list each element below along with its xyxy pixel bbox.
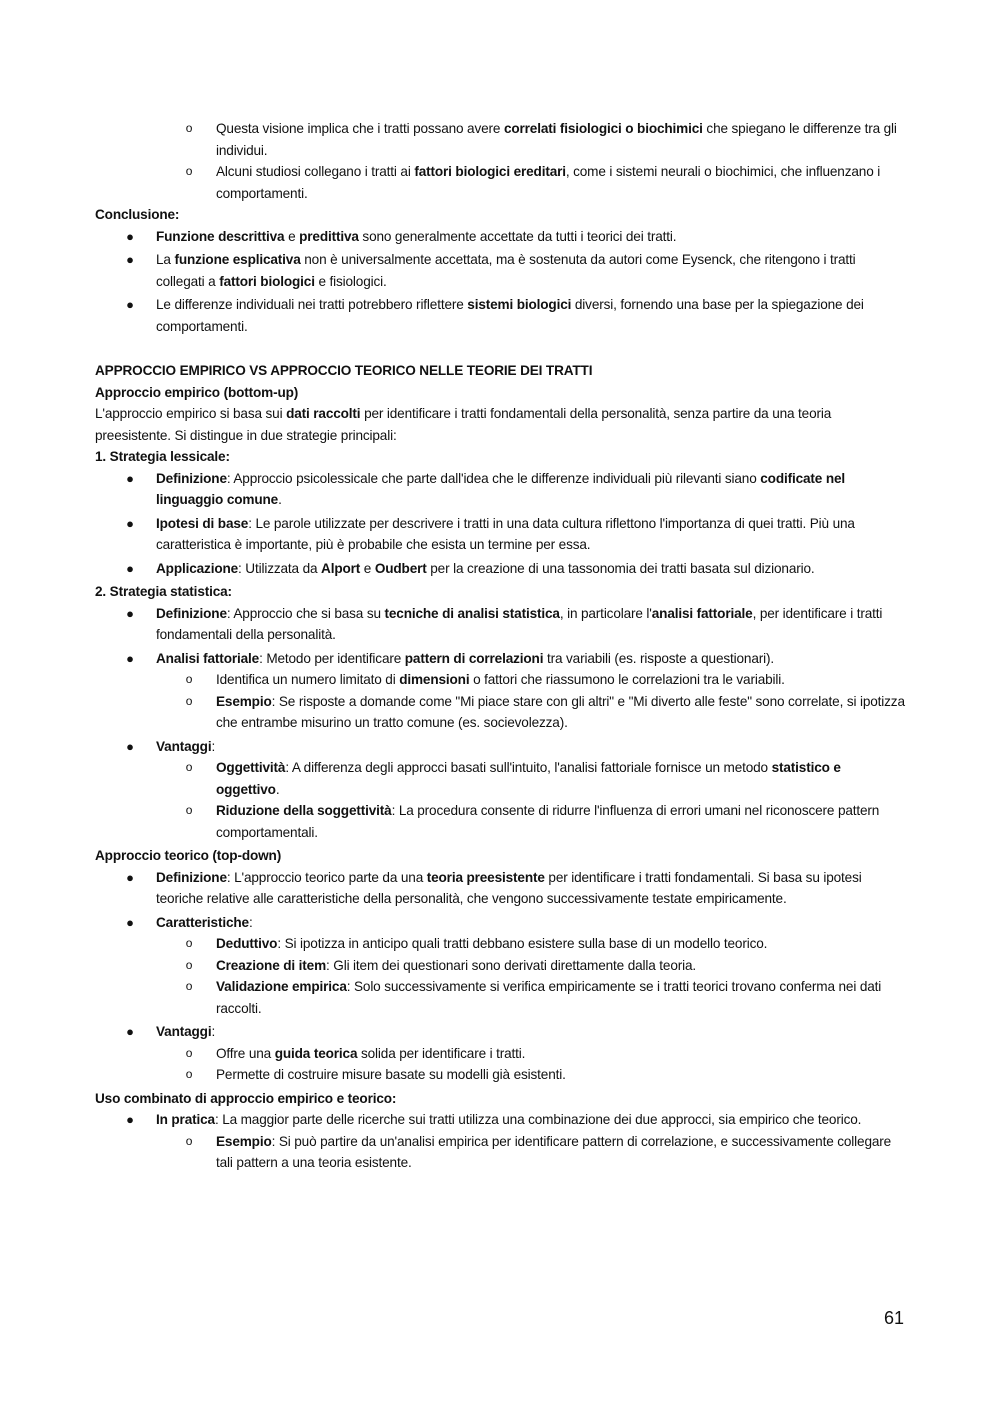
text-run: : — [211, 1024, 216, 1039]
text-run: che spiegano le differenze tra gli individui. — [216, 121, 897, 158]
bullet-icon: ● — [126, 1112, 134, 1127]
bullet-item — [95, 468, 907, 511]
text-run: e — [360, 560, 375, 576]
item-text — [156, 252, 856, 289]
combinato-heading: Uso combinato di approccio empirico e teorico: — [95, 1090, 397, 1106]
bold-term: Esempio — [216, 693, 272, 709]
page-content — [95, 118, 907, 1176]
bullet-icon: ● — [126, 252, 134, 267]
sub-item — [95, 757, 907, 800]
conclusione-list — [95, 226, 907, 338]
sub-item — [95, 118, 907, 161]
sub-list — [156, 757, 907, 843]
sub-list — [156, 1043, 907, 1086]
text-run: Offre una — [216, 1045, 275, 1061]
bold-term: pattern di correlazioni — [404, 650, 544, 666]
circle-bullet-icon: o — [185, 1045, 193, 1060]
item-text — [156, 297, 864, 334]
text-run: , in particolare l' — [559, 605, 652, 621]
item-text — [156, 739, 215, 754]
text-run: per identificare i tratti fondamentali della personalità, senza partire da una teoria preesistente. Si distingue in due strategie principali: — [95, 406, 832, 443]
continuation-list — [95, 118, 907, 204]
text-run: Identifica un numero limitato di — [216, 672, 400, 687]
bold-term: Creazione di item — [216, 957, 327, 973]
sub-item — [95, 955, 907, 977]
bullet-item — [95, 1109, 907, 1174]
circle-bullet-icon: o — [185, 1133, 193, 1148]
sub-list — [156, 1131, 907, 1174]
circle-bullet-icon: o — [185, 672, 193, 686]
circle-bullet-icon: o — [185, 121, 193, 135]
bold-term: statistico e oggettivo — [216, 760, 841, 797]
bold-term: Vantaggi — [156, 738, 212, 754]
text-run: e — [284, 228, 300, 244]
item-text — [216, 979, 881, 1016]
item-text — [216, 760, 841, 797]
combinato-list — [95, 1109, 907, 1174]
circle-bullet-icon: o — [185, 936, 193, 950]
bullet-icon: ● — [126, 914, 134, 930]
bold-term: Riduzione della soggettività — [216, 803, 392, 818]
text-run: : Utilizzata da — [238, 560, 322, 576]
bullet-item — [95, 513, 907, 556]
bullet-item — [95, 1021, 907, 1086]
bold-term: Validazione empirica — [216, 979, 347, 994]
sub-item — [95, 800, 907, 843]
bold-term: Funzione descrittiva — [156, 228, 285, 244]
sub-list — [156, 669, 907, 734]
circle-bullet-icon: o — [185, 164, 193, 178]
sub-item — [95, 1064, 907, 1086]
lessicale-list — [95, 468, 907, 580]
bullet-icon: ● — [126, 869, 134, 885]
bold-term: Esempio — [216, 1133, 272, 1149]
item-text — [156, 561, 815, 576]
item-text — [156, 229, 676, 244]
bullet-item — [95, 736, 907, 844]
item-text — [216, 694, 905, 731]
page-number: 61 — [883, 1308, 904, 1328]
teorico-heading: Approccio teorico (top-down) — [95, 848, 282, 863]
sub-item — [95, 1043, 907, 1065]
text-run: : Approccio che si basa su — [226, 605, 385, 621]
bold-term: In pratica — [156, 1112, 215, 1127]
bullet-icon: ● — [126, 470, 134, 486]
bullet-icon: ● — [126, 560, 134, 576]
bold-term: Definizione — [156, 470, 227, 486]
bold-term: Deduttivo — [216, 936, 278, 951]
text-run: Permette di costruire misure basate su modelli già esistenti. — [216, 1067, 566, 1082]
circle-bullet-icon: o — [185, 760, 193, 774]
bold-term: Oggettività — [216, 760, 286, 775]
empirico-intro — [95, 403, 907, 446]
text-run: solida per identificare i tratti. — [357, 1045, 526, 1061]
section-title: APPROCCIO EMPIRICO VS APPROCCIO TEORICO NELLE TEORIE DEI TRATTI — [95, 363, 593, 378]
bold-term: sistemi biologici — [467, 297, 572, 312]
item-text — [156, 651, 774, 666]
text-run: : L'approccio teorico parte da una — [226, 869, 427, 885]
empirico-heading: Approccio empirico (bottom-up) — [95, 384, 299, 400]
sub-item — [95, 669, 907, 691]
text-run: per identificare i tratti fondamentali. Si basa su ipotesi teoriche relative alle caratteristiche della personalità, che vengono successivamente testate empiricamente. — [156, 869, 862, 906]
item-text — [156, 915, 253, 930]
text-run: : Gli item dei questionari sono derivati direttamente dalla teoria. — [326, 957, 697, 973]
text-run: : — [211, 738, 216, 754]
text-run: L'approccio empirico si basa sui — [95, 406, 287, 421]
bold-term: Definizione — [156, 605, 227, 621]
text-run: e fisiologici. — [314, 273, 387, 289]
bold-term: codificate nel linguaggio comune — [156, 470, 846, 507]
item-text — [216, 1134, 891, 1171]
text-run: non è universalmente accettata, ma è sostenuta da autori come Eysenck, che ritengono i tratti collegati a — [156, 252, 856, 289]
bold-term: Vantaggi — [156, 1024, 212, 1039]
text-run: . — [278, 492, 282, 507]
text-run: diversi, fornendo una base per la spiegazione dei comportamenti. — [156, 297, 864, 334]
item-text — [156, 606, 882, 643]
text-run: : Si ipotizza in anticipo quali tratti debbano esistere sulla base di un modello teorico. — [277, 936, 768, 951]
item-text — [156, 1024, 215, 1039]
teorico-list — [95, 867, 907, 1086]
text-run: : Approccio psicolessicale che parte dall'idea che le differenze individuali più rilevanti siano — [226, 470, 761, 486]
sub-list — [156, 933, 907, 1019]
item-text — [156, 471, 845, 508]
item-text — [216, 1067, 566, 1082]
sub-item — [95, 933, 907, 955]
bullet-item — [95, 867, 907, 910]
bold-term: guida teorica — [274, 1045, 358, 1061]
bullet-icon: ● — [126, 605, 134, 621]
bullet-item — [95, 603, 907, 646]
text-run: per la creazione di una tassonomia dei tratti basata sul dizionario. — [426, 560, 815, 576]
bullet-icon: ● — [126, 515, 134, 531]
bullet-item — [95, 226, 907, 248]
text-run: tra variabili (es. risposte a questionari). — [543, 650, 774, 666]
sub-item — [95, 976, 907, 1019]
bullet-item — [95, 912, 907, 1020]
item-text — [216, 936, 767, 951]
bold-term: Definizione — [156, 869, 227, 885]
circle-bullet-icon: o — [185, 803, 193, 817]
bold-term: fattori biologici ereditari — [414, 164, 566, 179]
bullet-icon: ● — [126, 738, 134, 754]
circle-bullet-icon: o — [185, 957, 193, 972]
text-run: Alcuni studiosi collegano i tratti ai — [216, 164, 415, 179]
bullet-item — [95, 249, 907, 292]
sub-item — [95, 691, 907, 734]
conclusione-heading: Conclusione: — [95, 207, 180, 222]
text-run: : La maggior parte delle ricerche sui tratti utilizza una combinazione dei due approcci, sia empirico che teorico. — [214, 1112, 862, 1127]
bullet-item — [95, 648, 907, 734]
text-run: : — [248, 914, 253, 930]
item-text — [216, 164, 880, 201]
text-run: : Solo successivamente si verifica empiricamente se i tratti teorici trovano conferma nei dati raccolti. — [216, 979, 882, 1016]
item-text — [216, 121, 897, 158]
bold-term: tecniche di analisi statistica — [384, 605, 560, 621]
bullet-icon: ● — [126, 228, 134, 244]
text-run: : Metodo per identificare — [259, 650, 405, 666]
text-run: : Le parole utilizzate per descrivere i tratti in una data cultura riflettono l'importanza di quei tratti. Più una caratteristica è importante, più è probabile che esista un termine per essa. — [156, 515, 855, 552]
bold-term: predittiva — [299, 228, 359, 244]
text-run: : A differenza degli approcci basati sull'intuito, l'analisi fattoriale fornisce un metodo — [285, 760, 772, 775]
item-text — [216, 958, 696, 973]
bullet-item — [95, 294, 907, 337]
item-text — [216, 1046, 525, 1061]
circle-bullet-icon: o — [185, 1067, 193, 1081]
spacer — [95, 339, 907, 360]
bold-term: Analisi fattoriale — [156, 650, 260, 666]
bold-term: teoria preesistente — [426, 869, 545, 885]
bullet-icon: ● — [126, 650, 134, 666]
bold-term: analisi fattoriale — [651, 605, 753, 621]
text-run: : Se risposte a domande come "Mi piace stare con gli altri" e "Mi diverto alle feste" sono correlate, si ipotizza che entrambe misurino un tratto comune (es. socievolezza). — [216, 693, 905, 730]
bullet-icon: ● — [126, 1024, 134, 1039]
statistica-heading: 2. Strategia statistica: — [95, 584, 232, 599]
item-text — [156, 1112, 861, 1127]
text-run: o fattori che riassumono le correlazioni tra le variabili. — [469, 672, 785, 687]
text-run: , come i sistemi neurali o biochimici, che influenzano i comportamenti. — [216, 164, 881, 201]
sub-item — [95, 161, 907, 204]
bold-term: correlati fisiologici o biochimici — [503, 121, 703, 136]
statistica-list — [95, 603, 907, 844]
circle-bullet-icon: o — [185, 693, 193, 708]
bold-term: Alport — [321, 560, 361, 576]
item-text — [216, 672, 785, 687]
text-run: : La procedura consente di ridurre l'influenza di errori umani nel riconoscere pattern comportamentali. — [216, 803, 880, 840]
bold-term: Caratteristiche — [156, 914, 249, 930]
text-run: , per identificare i tratti fondamentali della personalità. — [156, 605, 883, 642]
text-run: La — [156, 252, 175, 267]
bold-term: funzione esplicativa — [174, 252, 301, 267]
text-run: Questa visione implica che i tratti possano avere — [216, 121, 504, 136]
lessicale-heading: 1. Strategia lessicale: — [95, 449, 230, 464]
bullet-icon: ● — [126, 297, 134, 312]
bold-term: Oudbert — [374, 560, 427, 576]
item-text — [156, 516, 855, 553]
text-run: sono generalmente accettate da tutti i teorici dei tratti. — [358, 228, 677, 244]
bold-term: Applicazione — [156, 560, 239, 576]
item-text — [156, 870, 862, 907]
text-run: Le differenze individuali nei tratti potrebbero riflettere — [156, 297, 468, 312]
bold-term: dimensioni — [399, 672, 470, 687]
item-text — [216, 803, 879, 840]
bold-term: Ipotesi di base — [156, 515, 249, 531]
bold-term: dati raccolti — [286, 406, 361, 421]
text-run: : Si può partire da un'analisi empirica per identificare pattern di correlazione, e successivamente collegare tali pattern a una teoria esistente. — [216, 1133, 892, 1170]
circle-bullet-icon: o — [185, 979, 193, 993]
bold-term: fattori biologici — [219, 273, 315, 289]
text-run: . — [275, 781, 280, 797]
sub-item — [95, 1131, 907, 1174]
bullet-item — [95, 558, 907, 580]
